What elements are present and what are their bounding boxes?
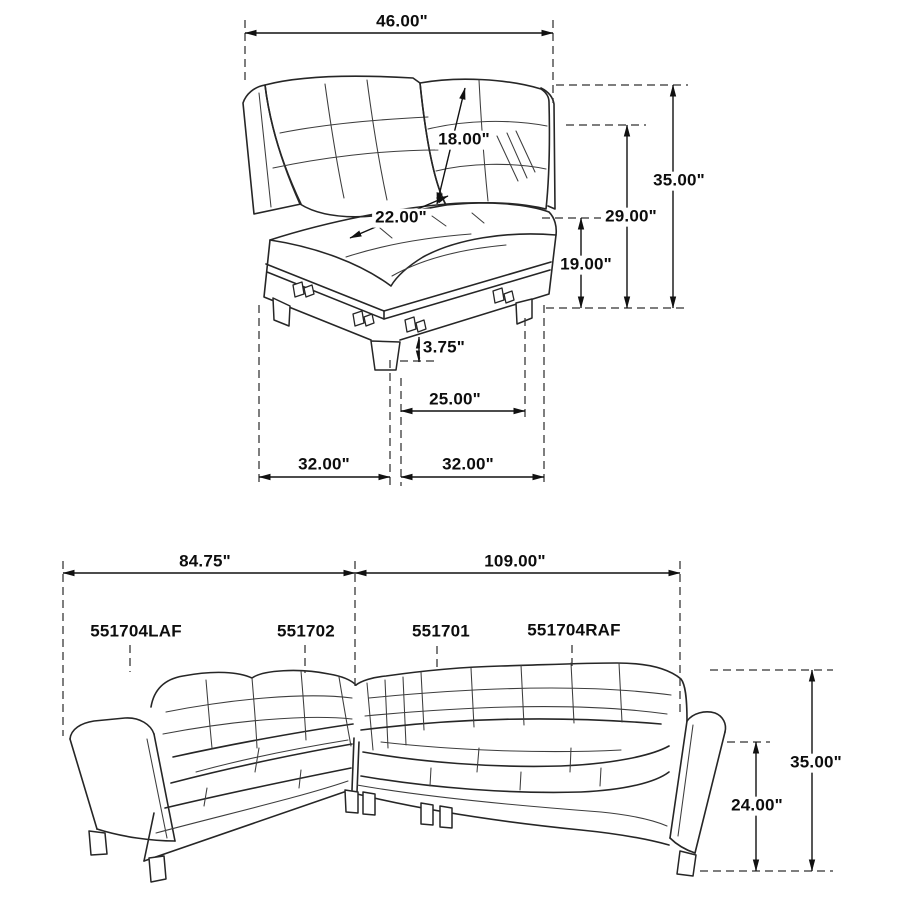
sectional-drawing: [70, 663, 726, 882]
dim-right-length-label: 109.00": [481, 553, 548, 572]
dim-leg-height-label: 3.75": [420, 339, 468, 358]
corner-unit-extension-lines: [245, 20, 688, 486]
connector-clip: [293, 282, 314, 297]
dim-side-left-label: 32.00": [295, 456, 353, 475]
dim-back-cushion-label: 18.00": [435, 131, 493, 150]
part-label-2: 551702: [274, 623, 338, 642]
connector-clip: [405, 317, 426, 332]
dim-seat-depth-label: 22.00": [372, 209, 430, 228]
dim-left-length-label: 84.75": [176, 553, 234, 572]
dim-back-height-label: 29.00": [602, 208, 660, 227]
part-label-1: 551704LAF: [87, 623, 185, 642]
part-label-4: 551704RAF: [524, 622, 623, 641]
connector-clip: [493, 288, 514, 303]
dim-arm-height-label: 24.00": [728, 797, 786, 816]
dim-side-right-label: 32.00": [439, 456, 497, 475]
dim-overall-height-label: 35.00": [650, 172, 708, 191]
dim-overall-width-label: 46.00": [373, 13, 431, 32]
part-label-3: 551701: [409, 623, 473, 642]
dim-sectional-height-label: 35.00": [787, 754, 845, 773]
dim-leg-span-label: 25.00": [426, 391, 484, 410]
dim-seat-height-label: 19.00": [557, 256, 615, 275]
